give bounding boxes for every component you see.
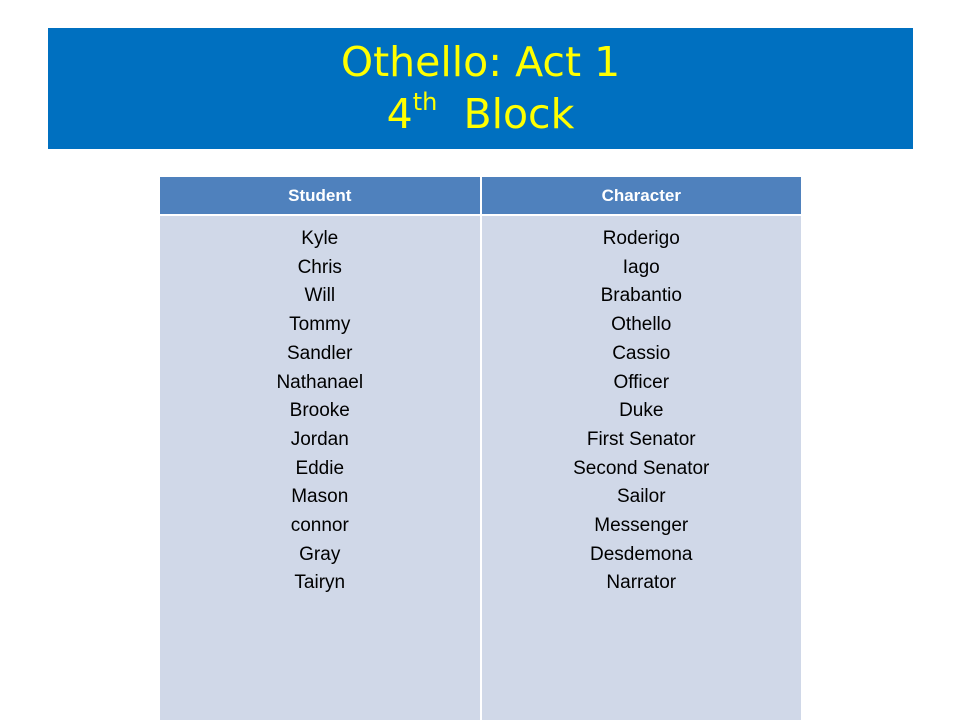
student-column-header: Student [160, 177, 481, 215]
ordinal-suffix: th [412, 88, 438, 116]
slide-subtitle [48, 88, 913, 140]
character-name: Narrator [606, 572, 677, 594]
character-name: Iago [622, 256, 660, 278]
character-name: Officer [613, 371, 670, 393]
character-list [483, 225, 801, 598]
character-name: First Senator [586, 428, 696, 450]
character-name: Cassio [612, 342, 671, 364]
student-name: connor [290, 515, 349, 537]
student-name: Sandler [287, 342, 353, 364]
table-row [160, 215, 801, 720]
character-name: Desdemona [590, 543, 693, 565]
character-name: Sailor [616, 486, 666, 508]
student-list [161, 225, 479, 598]
student-name: Mason [291, 486, 349, 508]
student-name: Eddie [295, 457, 345, 479]
table-header-row [160, 177, 801, 215]
student-name: Brooke [289, 400, 350, 422]
student-name: Nathanael [276, 371, 364, 393]
student-name: Chris [297, 256, 342, 278]
character-name: Roderigo [602, 228, 680, 249]
character-name: Brabantio [600, 285, 682, 307]
student-cell [160, 215, 481, 720]
title-banner [48, 28, 913, 149]
student-name: Jordan [290, 428, 349, 450]
student-name: Kyle [301, 228, 339, 249]
roster-table [160, 177, 801, 720]
character-name: Messenger [594, 515, 689, 537]
character-cell [481, 215, 802, 720]
character-column-header: Character [481, 177, 802, 215]
student-name: Tairyn [294, 572, 346, 594]
block-word: Block [463, 90, 575, 138]
character-name: Second Senator [573, 457, 710, 479]
character-name: Duke [619, 400, 664, 422]
character-name: Othello [611, 314, 672, 336]
student-name: Tommy [289, 314, 351, 336]
slide-title: Othello: Act 1 [340, 38, 621, 86]
student-name: Will [304, 285, 336, 307]
block-number: 4 [386, 90, 413, 138]
student-name: Gray [299, 543, 341, 565]
